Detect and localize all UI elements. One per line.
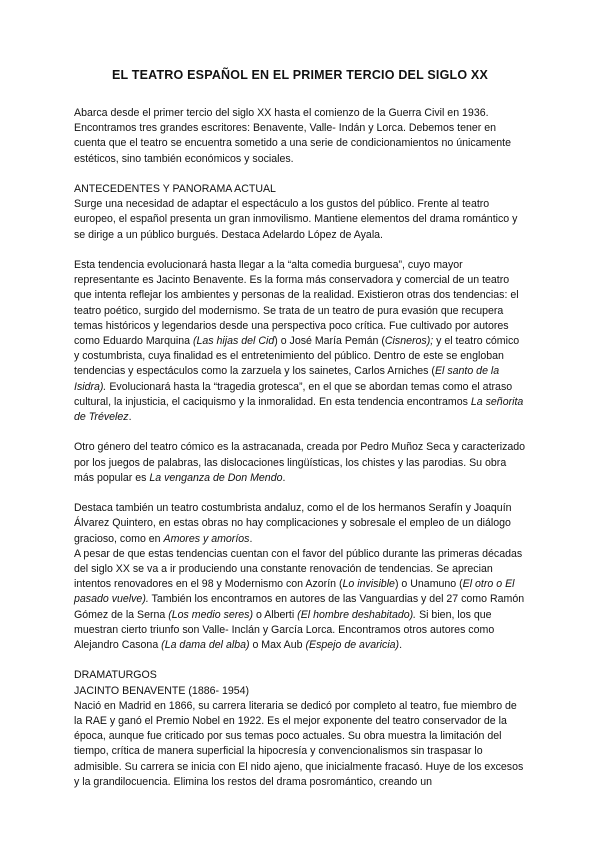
work-title: La señorita de Trévelez <box>74 395 524 424</box>
text-run: A pesar de que estas tendencias cuentan con el favor del público durante las primeras décadas del siglo XX se va a ir produciendo una constante renovación de tendencias. Se aprecian intentos renovadores en el 98 y Modernismo con Azorín ( <box>74 547 523 591</box>
text-run: Si bien, los que muestran cierto triunfo son Valle- Inclán y García Lorca. Encontramos otros autores como Alejandro Casona <box>74 608 495 652</box>
text-run: . <box>282 471 286 484</box>
paragraph <box>74 258 526 425</box>
text-run: . <box>128 411 132 424</box>
text-run: o Alberti <box>253 608 298 621</box>
work-title: Cisneros); <box>384 335 434 348</box>
text-run: . <box>399 639 403 652</box>
work-title: (Las hijas del Cid <box>192 335 275 348</box>
work-title: (La dama del alba) <box>161 639 250 652</box>
text-run: o Max Aub <box>249 639 306 652</box>
section-heading-dramaturgos: DRAMATURGOS <box>74 669 157 682</box>
work-title: El santo de la Isidra). <box>74 365 500 393</box>
text-run: Destaca también un teatro costumbrista andaluz, como el de los hermanos Serafín y Joaquín Álvarez Quintero, en estas obras no hay complicaciones y sobresale el empleo de un diálogo gracioso, como en <box>74 502 512 545</box>
document-title: EL TEATRO ESPAÑOL EN EL PRIMER TERCIO DEL SIGLO XX <box>111 68 489 82</box>
work-title: (Los medio seres) <box>168 608 253 621</box>
text-run: . <box>249 532 253 545</box>
paragraph <box>74 501 526 547</box>
paragraph: Surge una necesidad de adaptar el espectáculo a los gustos del público. Frente al teatro europeo, el español presenta un gran inmovilismo. Mantiene elementos del drama romántico y se dirige a un público burgués. Destaca Adelardo López de Ayala. <box>74 198 518 241</box>
text-run: Otro género del teatro cómico es la astracanada, creada por Pedro Muñoz Seca y caracterizado por los juegos de palabras, las dislocaciones lingüísticas, los chistes y las parodias. Su obra más popular es <box>74 441 526 484</box>
work-title: Amores y amoríos <box>163 532 250 545</box>
paragraph: Nació en Madrid en 1866, su carrera literaria se dedicó por completo al teatro, fue miembro de la RAE y ganó el Premio Nobel en 1922. Es el mejor exponente del teatro conservador de la época, aunque fue criticado por sus temas poco actuales. Su obra muestra la limitación del tiempo, crítica de manera superficial la hipocresía y convencionalismos sin traspasar lo admisible. Su carrera se inicia con El nido ajeno, que inicialmente fracasó. Huye de los excesos y la grandilocuencia. Elimina los restos del drama posromántico, creando un <box>74 699 524 788</box>
work-title: Lo invisible <box>342 578 395 591</box>
text-run: y el teatro cómico y costumbrista, cuya finalidad es el entretenimiento del público. Dentro de este se engloban tendencias y espectáculos como la zarzuela y los sainetes, Carlos Arniches ( <box>74 335 520 378</box>
section-heading-antecedentes: ANTECEDENTES Y PANORAMA ACTUAL <box>74 183 276 195</box>
paragraph <box>74 440 526 486</box>
text-run: Esta tendencia evolucionará hasta llegar a la “alta comedia burguesa”, cuyo mayor representante es Jacinto Benavente. Es la forma más conservadora y comercial de un teatro que intenta reflejar los ambientes y personas de la realidad. Existieron otras dos tendencias: el teatro poético, surgido del modernismo. Se trata de un teatro de pura evasión que recupera temas históricos y legendarios desde una perspectiva poco crítica. Fue cultivado por autores como Eduardo Marquina <box>74 259 519 348</box>
text-run: También los encontramos en autores de las Vanguardias y del 27 como Ramón Gómez de la Serna <box>74 593 525 621</box>
text-run: ) o Unamuno ( <box>394 578 463 591</box>
work-title: (Espejo de avaricia) <box>305 639 400 652</box>
document-body <box>74 106 526 790</box>
intro-paragraph: Abarca desde el primer tercio del siglo XX hasta el comienzo de la Guerra Civil en 1936. Encontramos tres grandes escritores: Benavente, Valle- Indán y Lorca. Debemos tener en cuenta que el teatro se encuentra sometido a una serie de condicionamientos no únicamente estéticos, sino también económicos y sociales. <box>74 107 511 165</box>
text-run: Evolucionará hasta la “tragedia grotesca”, en el que se abordan temas como el atraso cultural, la injusticia, el caciquismo y la inmoralidad. En esta tendencia encontramos <box>74 380 513 408</box>
work-title: La venganza de Don Mendo <box>149 471 283 484</box>
work-title: (El hombre deshabitado). <box>297 608 417 621</box>
work-title: El otro o El pasado vuelve). <box>74 578 515 606</box>
paragraph <box>74 547 526 653</box>
text-run: ) o José María Pemán ( <box>274 335 385 348</box>
subheading-benavente: JACINTO BENAVENTE (1886- 1954) <box>74 684 250 697</box>
